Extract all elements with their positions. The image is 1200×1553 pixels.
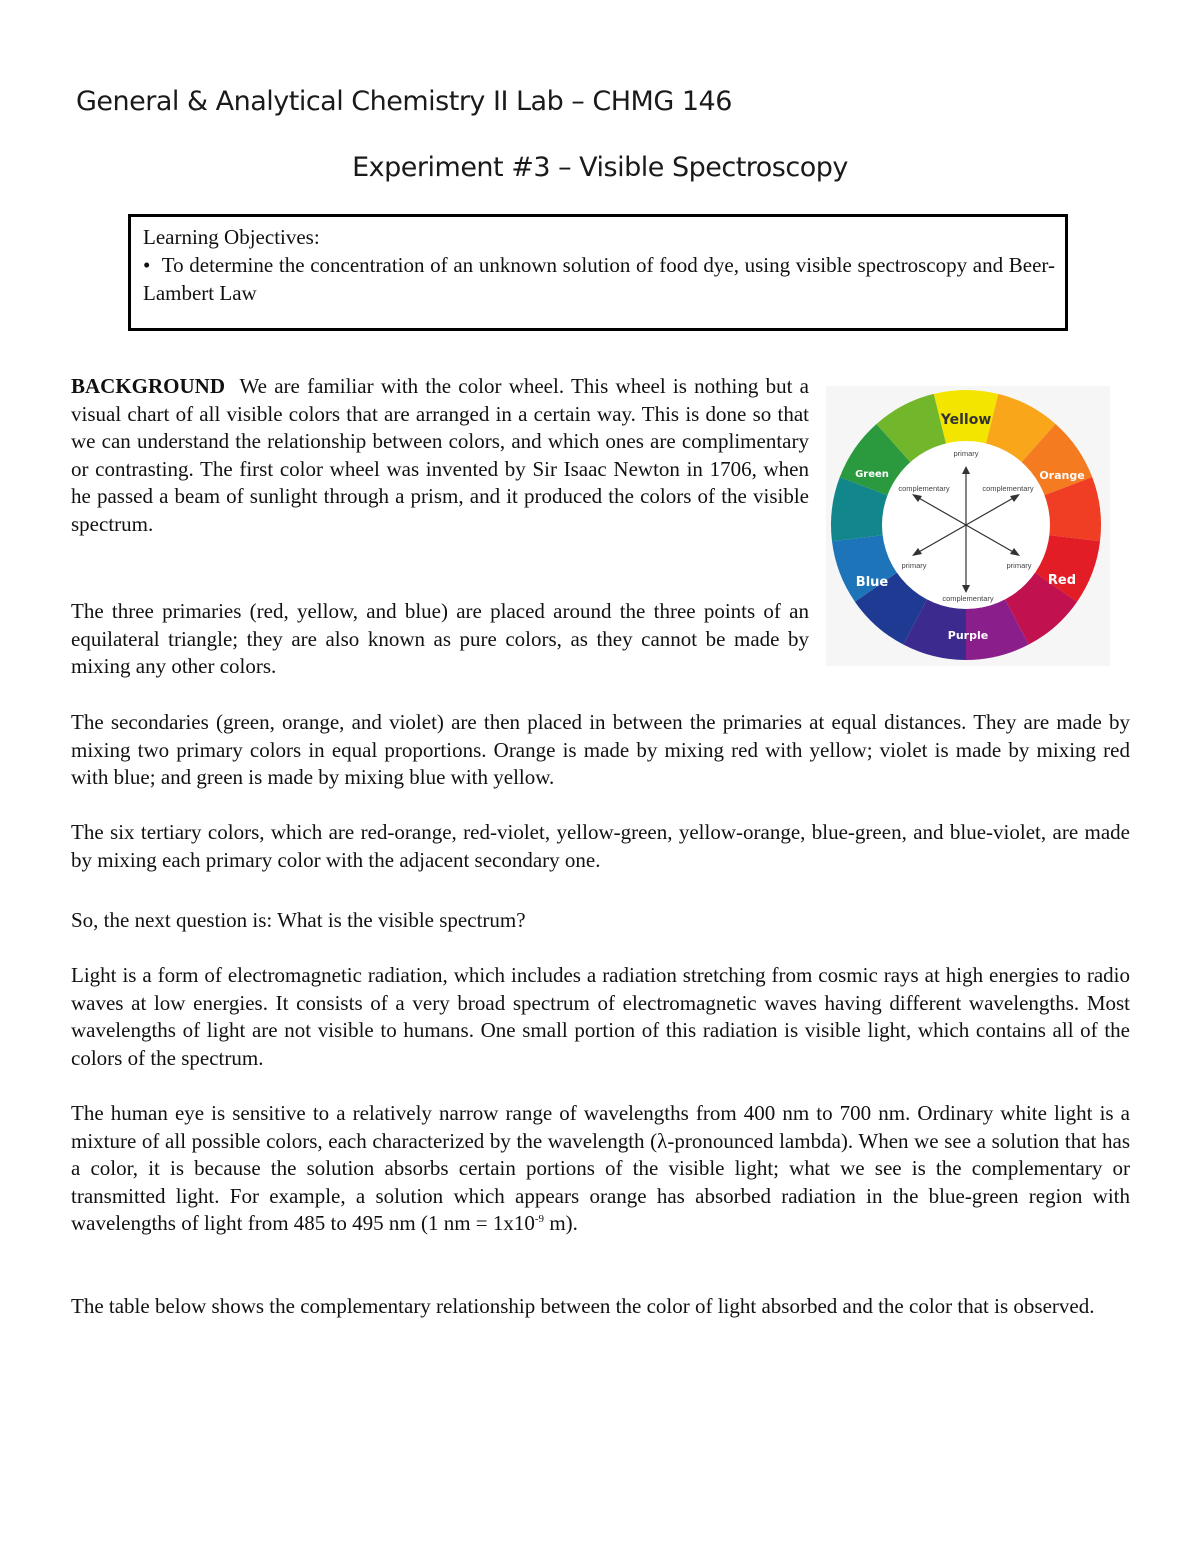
label-yellow: Yellow — [940, 412, 992, 428]
course-title: General & Analytical Chemistry II Lab – CHMG 146 — [76, 86, 732, 117]
p7-exponent: -9 — [534, 1213, 545, 1225]
label-purple: Purple — [947, 629, 989, 642]
label-primary-left: primary — [901, 561, 927, 570]
label-primary-top: primary — [953, 449, 979, 458]
p7-end-text: m). — [544, 1211, 578, 1235]
label-orange: Orange — [1039, 469, 1085, 482]
color-wheel-svg — [826, 386, 1110, 666]
label-complementary-bottom: complementary — [942, 594, 994, 603]
background-paragraph-6: Light is a form of electromagnetic radiation, which includes a radiation stretching from cosmic rays at high energies to radio waves at low energies. It consists of a very broad spectrum of electromagnetic waves having different wavelengths. Most wavelengths of light are not visible to humans. One small portion of this radiation is visible light, which contains all of the colors of the spectrum. — [71, 963, 1130, 1070]
learning-objectives-box — [128, 214, 1068, 331]
background-paragraph-3: The secondaries (green, orange, and violet) are then placed in between the primaries at equal distances. They are made by mixing two primary colors in equal proportions. Orange is made by mixing red with yellow; violet is made by mixing red with blue; and green is made by mixing blue with yellow. — [71, 710, 1130, 789]
objective-text: To determine the concentration of an unknown solution of food dye, using visible spectroscopy and Beer-Lambert Law — [143, 253, 1055, 305]
label-primary-right: primary — [1006, 561, 1032, 570]
background-paragraph-4: The six tertiary colors, which are red-orange, red-violet, yellow-green, yellow-orange, blue-green, and blue-violet, are made by mixing each primary color with the adjacent secondary one. — [71, 820, 1130, 872]
background-paragraph-7 — [71, 1100, 1130, 1238]
bullet-symbol: • — [143, 253, 151, 277]
label-complementary-left: complementary — [898, 484, 950, 493]
background-heading: BACKGROUND — [71, 374, 226, 398]
background-paragraph-2: The three primaries (red, yellow, and blue) are placed around the three points of an equilateral triangle; they are also known as pure colors, as they cannot be made by mixing any other colors. — [71, 599, 809, 678]
color-wheel-figure — [826, 386, 1110, 666]
experiment-title: Experiment #3 – Visible Spectroscopy — [352, 152, 848, 183]
label-blue: Blue — [855, 575, 889, 590]
label-red: Red — [1047, 573, 1077, 588]
p7-main-text: The human eye is sensitive to a relatively narrow range of wavelengths from 400 nm to 700 nm. Ordinary white light is a mixture of all possible colors, each characterized by the wavelength (λ-pronounced lambda). When we see a solution that has a color, it is because the solution absorbs certain portions of the visible light; what we see is the complementary or transmitted light. For example, a solution which appears orange has absorbed radiation in the blue-green region with wavelengths of light from 485 to 495 nm (1 nm = 1x10 — [71, 1101, 1130, 1235]
objectives-heading: Learning Objectives: — [143, 225, 320, 249]
background-p1-text: We are familiar with the color wheel. This wheel is nothing but a visual chart of all visible colors that are arranged in a certain way. This is done so that we can understand the relationship between colors, and which ones are complimentary or contrasting. The first color wheel was invented by Sir Isaac Newton in 1706, when he passed a beam of sunlight through a prism, and it produced the colors of the visible spectrum. — [71, 374, 809, 536]
background-paragraph-5: So, the next question is: What is the visible spectrum? — [71, 908, 526, 932]
label-complementary-right: complementary — [982, 484, 1034, 493]
background-paragraph-1 — [71, 373, 809, 538]
background-paragraph-8: The table below shows the complementary relationship between the color of light absorbed and the color that is observed. — [71, 1294, 1095, 1318]
objective-item — [143, 251, 1055, 307]
label-green: Green — [855, 469, 889, 480]
